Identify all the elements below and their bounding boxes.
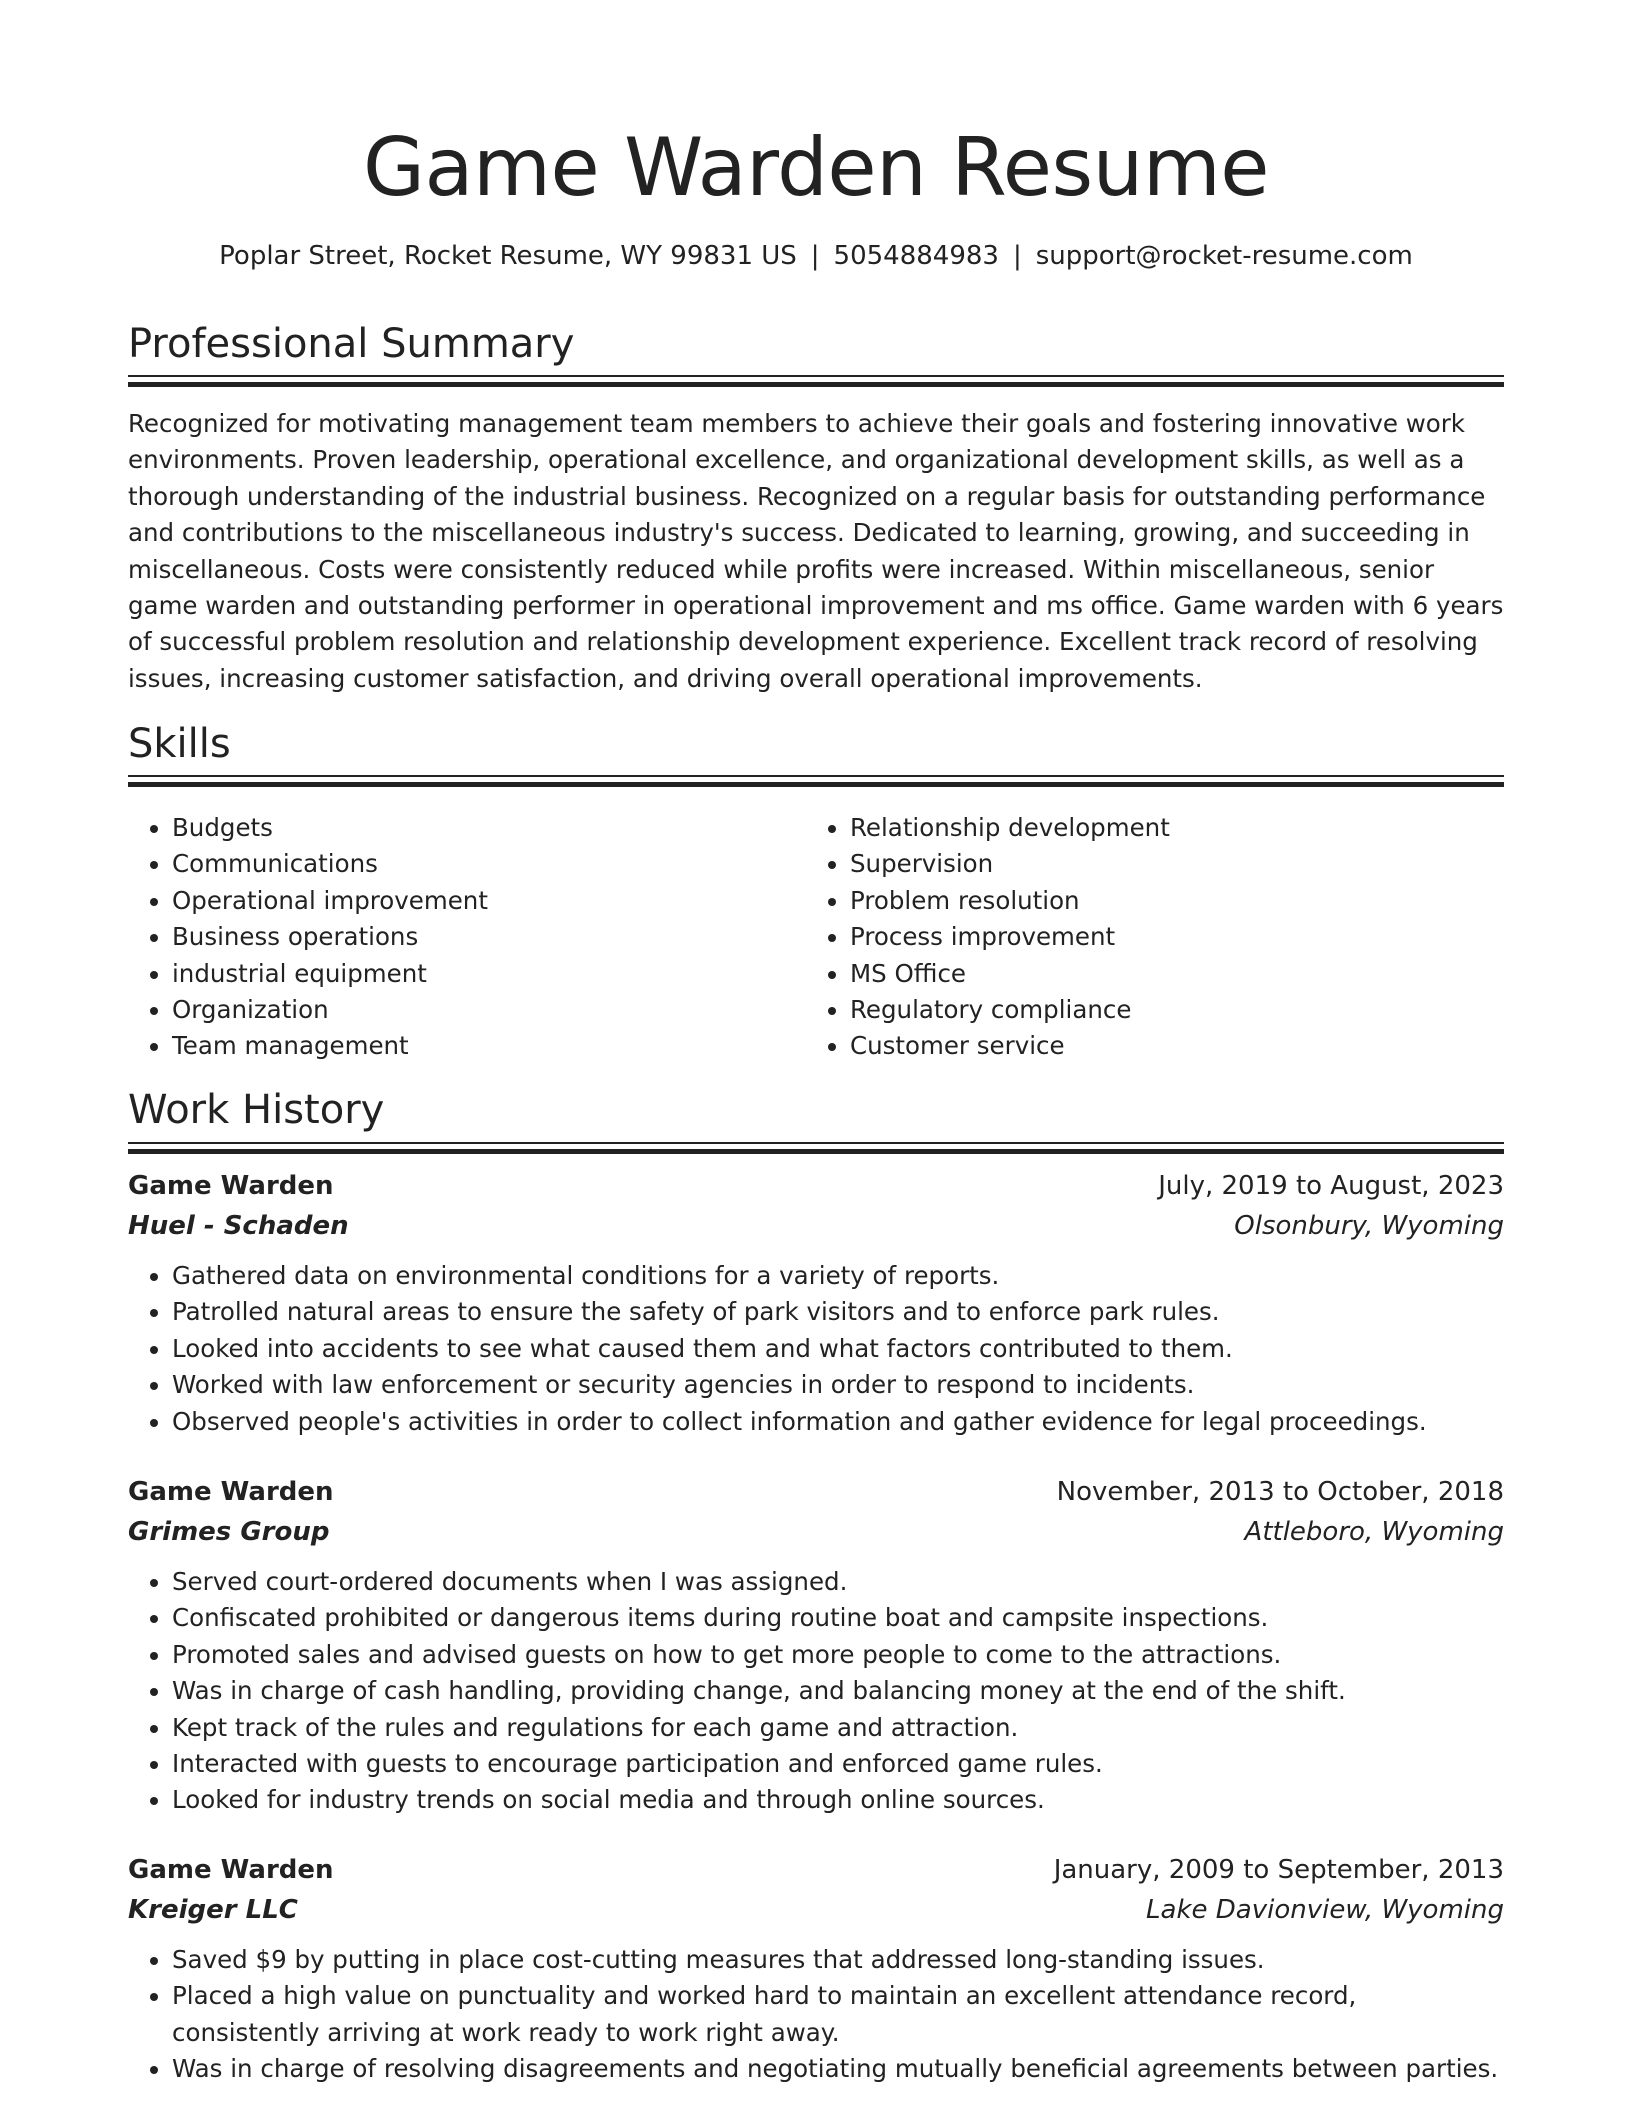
skill-item: • industrial equipment [172,956,806,992]
skills-column-right [806,810,1484,1065]
skills-heading: Skills [128,721,231,767]
phone-text: 5054884983 [833,241,999,271]
job-bullet: • Served court-ordered documents when I was assigned. [172,1564,1504,1600]
job-company: Kreiger LLC [128,1895,298,1925]
skill-item: • Customer service [850,1028,1484,1064]
job-dates: January, 2009 to September, 2013 [1053,1855,1504,1885]
job-bullet: • Promoted sales and advised guests on how to get more people to come to the attractions. [172,1637,1504,1673]
contact-separator: | [1012,241,1022,271]
skills-list [128,810,1504,1065]
job-location: Lake Davionview, Wyoming [1146,1895,1504,1925]
skill-item: • Budgets [172,810,806,846]
job-bullet: • Patrolled natural areas to ensure the safety of park visitors and to enforce park rules. [172,1294,1504,1330]
skill-item: • Regulatory compliance [850,992,1484,1028]
skill-item: • MS Office [850,956,1484,992]
skill-item: • Business operations [172,919,806,955]
job-bullets [128,1942,1504,2088]
job-title: Game Warden [128,1855,334,1885]
skill-item: • Team management [172,1028,806,1064]
job-bullets [128,1564,1504,1819]
address-text: Poplar Street, Rocket Resume, WY 99831 US [219,241,797,271]
job-company: Huel - Schaden [128,1211,349,1241]
job-bullet: • Kept track of the rules and regulations for each game and attraction. [172,1710,1504,1746]
skill-item: • Supervision [850,846,1484,882]
summary-heading: Professional Summary [128,321,575,367]
job-bullets [128,1258,1504,1440]
job-bullet: • Interacted with guests to encourage participation and enforced game rules. [172,1746,1504,1782]
section-divider [128,775,1504,785]
job-title: Game Warden [128,1171,334,1201]
job-location: Olsonbury, Wyoming [1234,1211,1504,1241]
skill-item: • Problem resolution [850,883,1484,919]
job-company: Grimes Group [128,1517,330,1547]
job-bullet: • Looked for industry trends on social media and through online sources. [172,1782,1504,1818]
contact-separator: | [810,241,820,271]
job-entry [128,1472,1504,1819]
job-bullet: • Saved $9 by putting in place cost-cutting measures that addressed long-standing issues. [172,1942,1504,1978]
job-bullet: • Gathered data on environmental conditions for a variety of reports. [172,1258,1504,1294]
job-dates: November, 2013 to October, 2018 [1056,1477,1504,1507]
job-bullet: • Placed a high value on punctuality and worked hard to maintain an excellent attendance record, consistently arriving at work ready to work right away. [172,1978,1504,2051]
work-history-heading: Work History [128,1087,385,1133]
job-dates: July, 2019 to August, 2023 [1158,1171,1504,1201]
skill-item: • Communications [172,846,806,882]
job-entry [128,1166,1504,1440]
skill-item: • Organization [172,992,806,1028]
job-bullet: • Looked into accidents to see what caused them and what factors contributed to them. [172,1331,1504,1367]
skill-item: • Operational improvement [172,883,806,919]
skill-item: • Relationship development [850,810,1484,846]
section-divider [128,375,1504,385]
job-location: Attleboro, Wyoming [1244,1517,1504,1547]
skill-item: • Process improvement [850,919,1484,955]
job-bullet: • Observed people's activities in order to collect information and gather evidence for legal proceedings. [172,1404,1504,1440]
job-bullet: • Worked with law enforcement or security agencies in order to respond to incidents. [172,1367,1504,1403]
email-text: support@rocket-resume.com [1035,241,1413,271]
contact-line [128,236,1504,276]
job-title: Game Warden [128,1477,334,1507]
job-bullet: • Confiscated prohibited or dangerous items during routine boat and campsite inspections. [172,1600,1504,1636]
job-entry [128,1850,1504,2088]
section-divider [128,1142,1504,1152]
summary-text: Recognized for motivating management team members to achieve their goals and fostering innovative work environments. Proven leadership, operational excellence, and organizational development skills, as well as a thorough understanding of the industrial business. Recognized on a regular basis for outstanding performance and contributions to the miscellaneous industry's success. Dedicated to learning, growing, and succeeding in miscellaneous. Costs were consistently reduced while profits were increased. Within miscellaneous, senior game warden and outstanding performer in operational improvement and ms office. Game warden with 6 years of successful problem resolution and relationship development experience. Excellent track record of resolving issues, increasing customer satisfaction, and driving overall operational improvements. [128,409,1504,693]
job-bullet: • Was in charge of resolving disagreements and negotiating mutually beneficial agreements between parties. [172,2051,1504,2087]
job-bullet: • Was in charge of cash handling, providing change, and balancing money at the end of the shift. [172,1673,1504,1709]
skills-column-left [128,810,806,1065]
resume-title: Game Warden Resume [363,121,1269,214]
